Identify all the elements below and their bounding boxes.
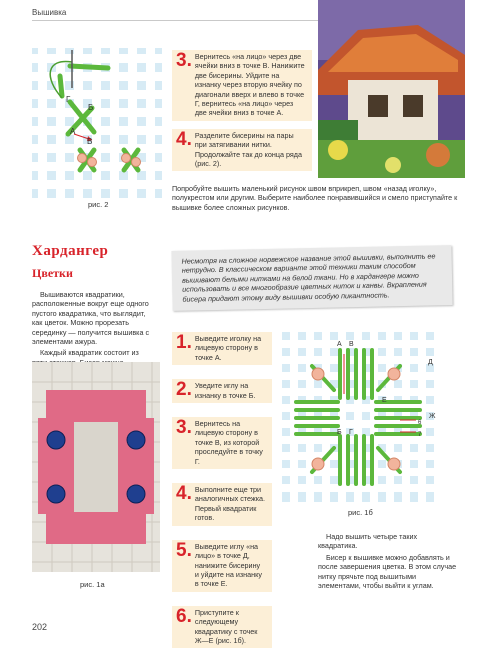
top-steps	[172, 50, 312, 171]
fig1b-label-e: Е	[382, 397, 387, 404]
fig2-label-g: Г	[66, 95, 71, 104]
bottom-text	[318, 532, 458, 590]
beaded-house-photo	[318, 0, 465, 178]
top-step-4-text: Разделите бисерины на пары при затягивании нитки. Продолжайте так до конца ряда (рис. 2).	[194, 130, 302, 169]
fig1b-label-7: 7	[418, 432, 422, 438]
fig2-caption: рис. 2	[88, 200, 109, 209]
fig1b-caption: рис. 1б	[348, 508, 373, 517]
left-paragraph-2: Каждый квадратик состоит из	[40, 348, 139, 358]
fig2-label-a: А	[70, 127, 76, 136]
bottom-paragraph-1: Надо вышить четыре таких квадратика.	[318, 532, 418, 551]
step-3	[172, 417, 272, 469]
top-step-4-number: 4.	[176, 128, 192, 150]
step-5-number: 5.	[176, 539, 192, 561]
step-2-number: 2.	[176, 379, 192, 401]
top-step-3-text: Вернитесь «на лицо» через две ячейки вниз в точке В. Нанижите две бисерины. Уйдите на изнанку через вторую ячейку по диагонали вверх и влево в точке Г, вернитесь «на лицо» через две ячейки вниз в точке А.	[194, 52, 305, 118]
step-4-text: Выполните еще три аналогичных стежка. Первый квадратик готов.	[194, 485, 266, 523]
running-header: Вышивка	[32, 8, 67, 17]
fig2-label-b: Б	[88, 103, 94, 112]
fig2-diagram	[32, 48, 162, 198]
step-2-text: Уведите иглу на изнанку в точке Б.	[194, 381, 256, 400]
fig2-label-v: В	[87, 137, 93, 146]
step-5	[172, 540, 272, 592]
top-step-3-number: 3.	[176, 50, 192, 71]
step-1-text: Выведите иголку на лицевую сторону в точке А.	[194, 334, 262, 362]
section-title: Хардангер	[32, 243, 109, 259]
fig1b-diagram	[282, 332, 442, 502]
top-step-4	[172, 129, 312, 172]
step-1-number: 1.	[176, 332, 192, 353]
fig1b-label-6: 6	[418, 420, 422, 426]
note-box: Несмотря на сложное норвежское название этой вышивки, выполнить ее нетрудно. В классическом варианте этой техники таким способом вышивают белыми нитками на белой ткани. Но в хардангере можно использовать и все многообразие цветных ниток и канвы. Вкрапления бисера придают этому виду вышивки особую пикантность.	[171, 245, 452, 311]
step-3-text: Вернитесь на лицевую сторону в точке В, из которой проследуйте в точку Г.	[194, 419, 263, 466]
step-6-number: 6.	[176, 605, 192, 627]
step-6-text: Приступите к следующему квадратику с точек Ж—Е (рис. 1б).	[194, 607, 258, 645]
step-1	[172, 332, 272, 365]
fig1b-label-v: В	[349, 341, 354, 348]
top-step-3	[172, 50, 312, 121]
step-4-number: 4.	[176, 483, 192, 505]
fig1b-label-a: А	[337, 341, 342, 348]
main-steps	[172, 332, 272, 648]
page-number: 202	[32, 622, 48, 632]
step-4	[172, 483, 272, 526]
left-paragraph-1: Вышиваются квадратики, расположенные вокруг еще одного пустого квадратика, что выглядит, как цветок. Можно прорезать серединку — получится вышивка с элементами ажура.	[32, 290, 150, 347]
fig1a-photo	[32, 362, 160, 572]
intro-paragraph: Попробуйте вышить маленький рисунок швом вприкреп, швом «назад иголку», полукрестом или другим. Выберите наиболее понравившийся и смело приступайте к вышивке более сложных рисунков.	[172, 184, 458, 212]
step-6	[172, 606, 272, 648]
fig1a-caption: рис. 1а	[80, 580, 105, 589]
bottom-paragraph-2: Бисер к вышивке можно добавлять и после завершения цветка. В этом случае нитку прячьте под вышитыми элементами, чтобы выйти к углам.	[318, 552, 457, 591]
fig1b-label-b: Б	[337, 429, 342, 436]
fig1b-label-g: Г	[349, 429, 353, 436]
step-2	[172, 379, 272, 403]
fig1b-label-d: Д	[428, 359, 433, 366]
step-5-text: Выведите иглу «на лицо» в точке Д, нанижите бисерину и уйдите на изнанку в точке Е.	[194, 541, 262, 589]
fig1b-label-zh: Ж	[429, 413, 436, 420]
section-subtitle: Цветки	[32, 266, 73, 280]
step-3-number: 3.	[176, 417, 192, 439]
